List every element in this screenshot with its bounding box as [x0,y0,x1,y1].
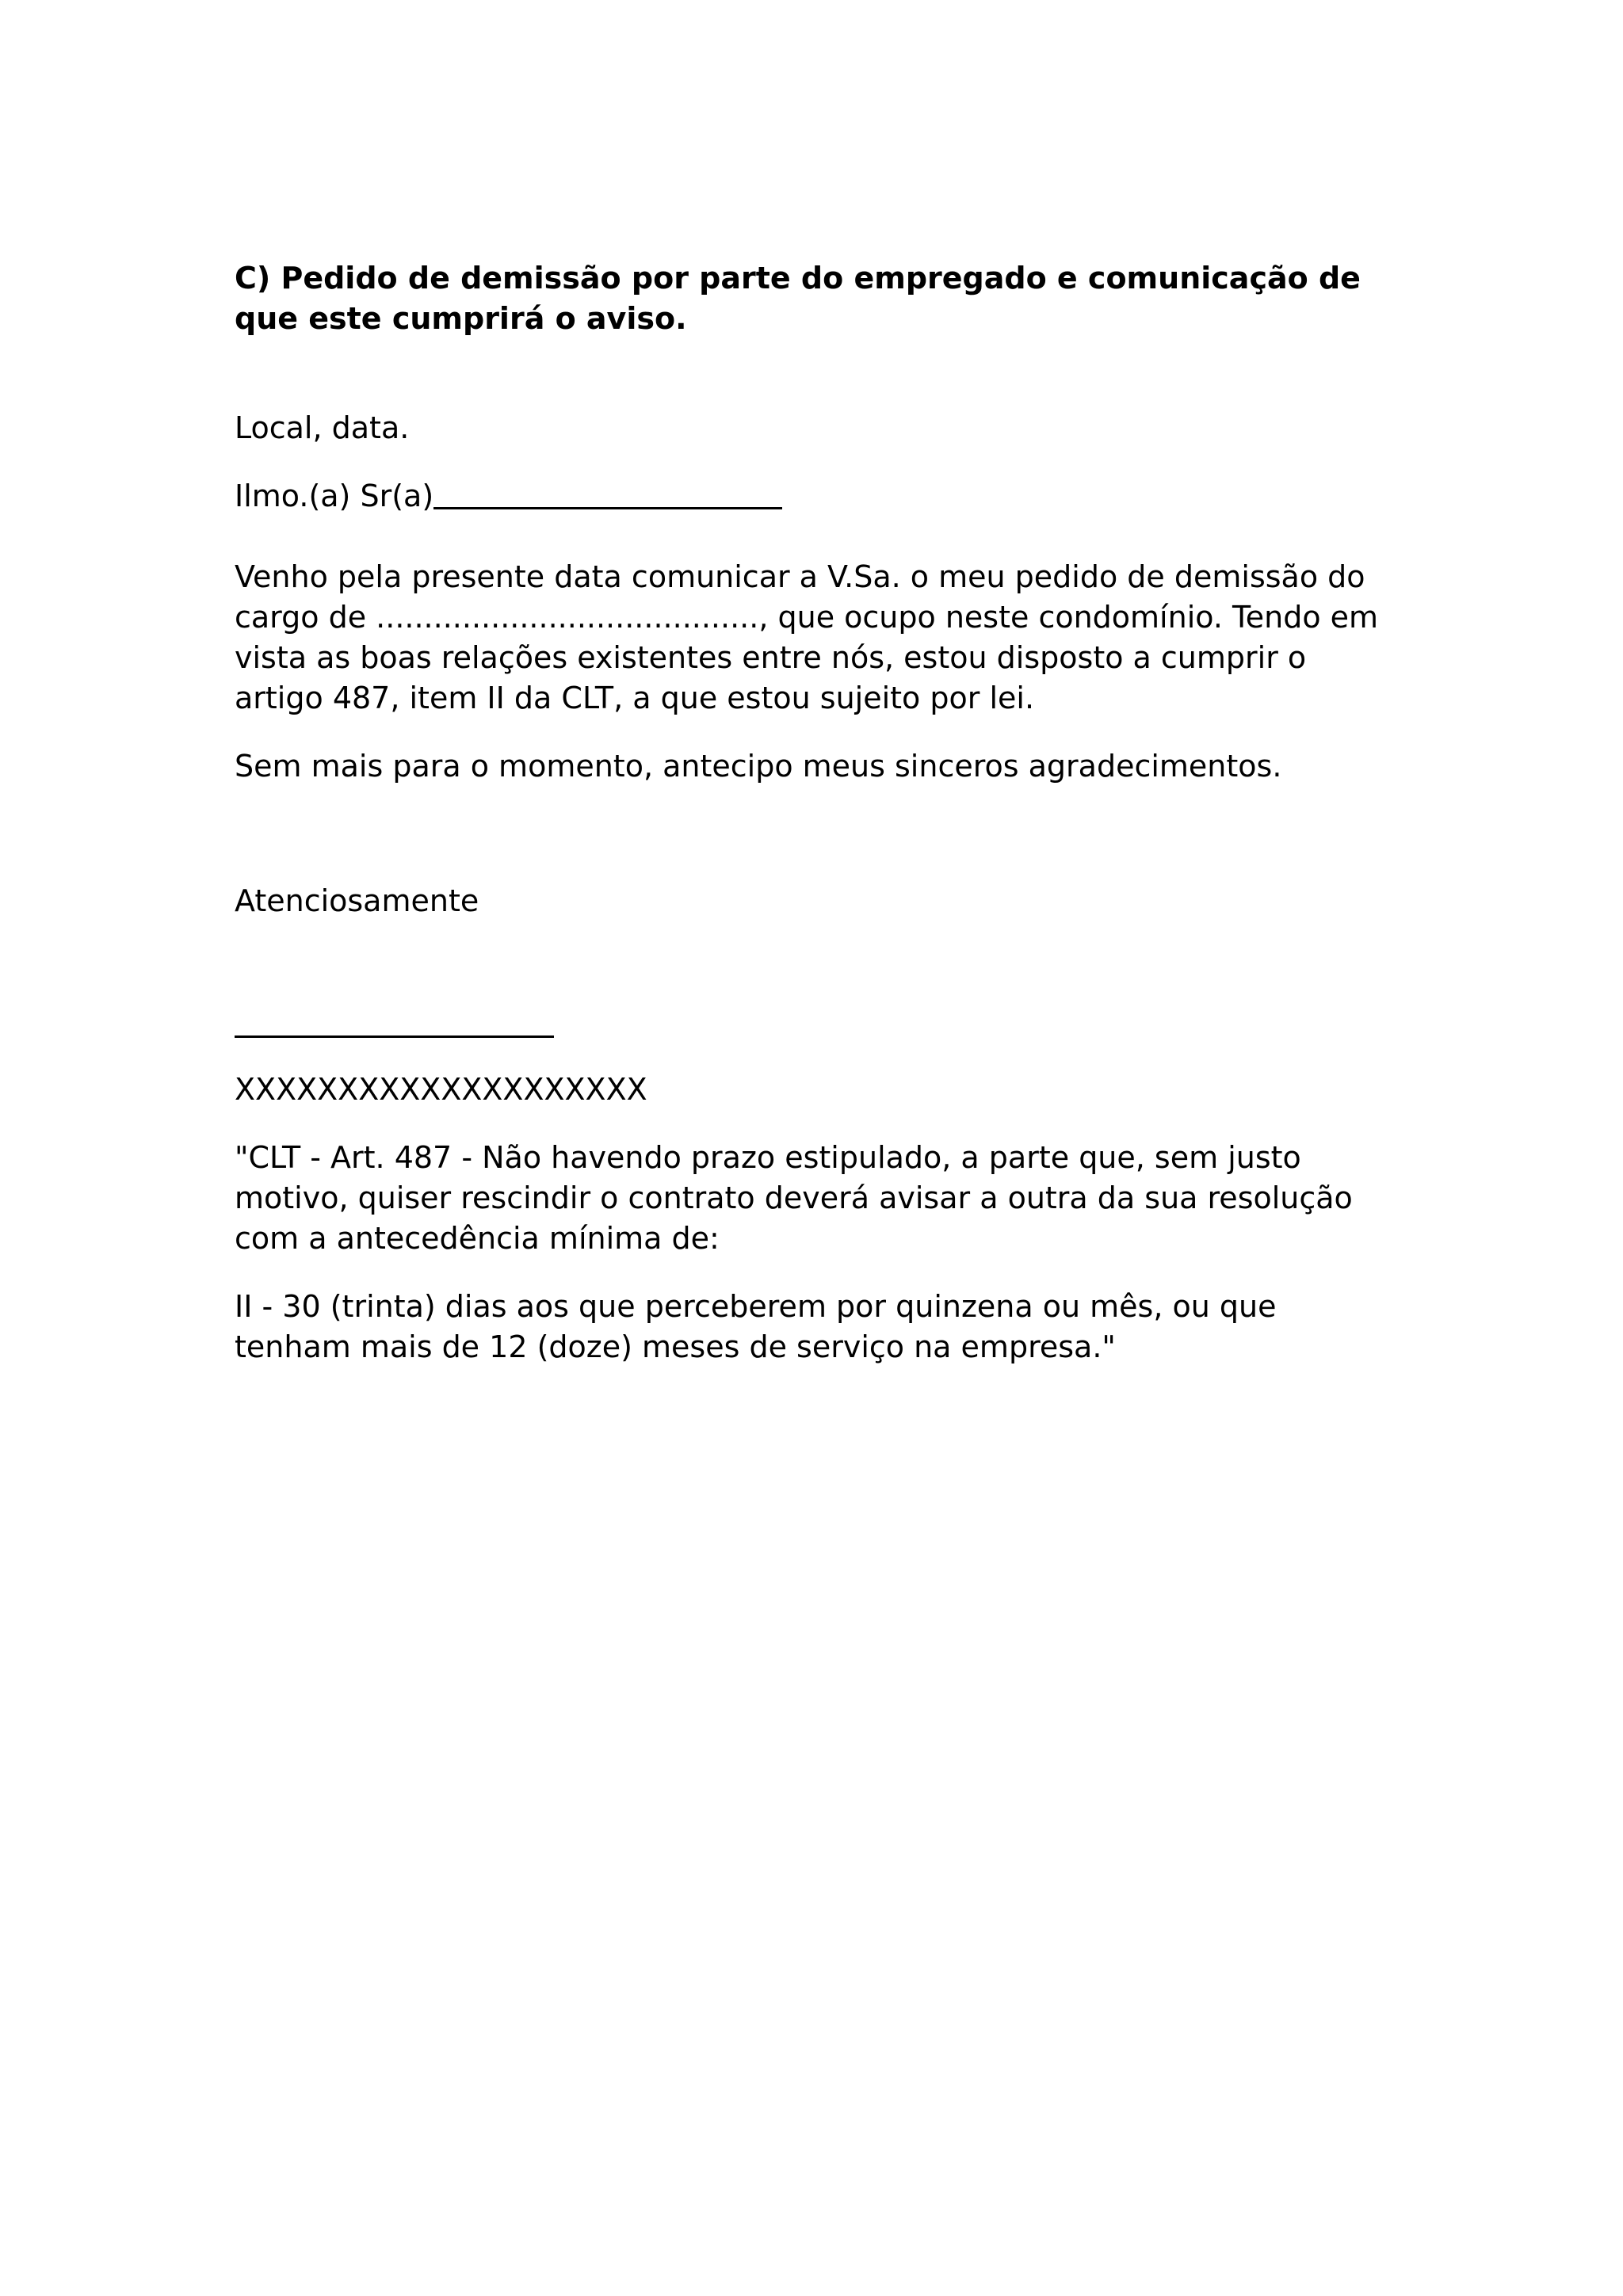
document-title: C) Pedido de demissão por parte do empregado e comunicação de que este cumprirá o aviso. [235,261,1361,336]
signature-blank-line [235,1035,554,1038]
closing-paragraph: Sem mais para o momento, antecipo meus sinceros agradecimentos. [235,749,1282,784]
legal-quote-paragraph-2: II - 30 (trinta) dias aos que perceberem por quinzena ou mês, ou que tenham mais de 12 (doze) meses de serviço na empresa." [235,1289,1277,1364]
salutation-text: Ilmo.(a) Sr(a) [235,479,434,513]
signature-name: XXXXXXXXXXXXXXXXXXXX [235,1072,647,1107]
sign-off: Atenciosamente [235,883,479,918]
salutation-line-row [235,476,1400,517]
body-paragraph: Venho pela presente data comunicar a V.Sa. o meu pedido de demissão do cargo de ........................................, que ocupo neste condomínio. Tendo em vista as boas relações existentes entre nós, estou disposto a cumprir o artigo 487, item II da CLT, a que estou sujeito por lei. [235,559,1379,715]
legal-quote-paragraph-1: "CLT - Art. 487 - Não havendo prazo estipulado, a parte que, sem justo motivo, quiser rescindir o contrato deverá avisar a outra da sua resolução com a antecedência mínima de: [235,1140,1353,1256]
recipient-blank-line [433,506,782,509]
place-date: Local, data. [235,410,410,445]
document-content [235,258,1400,1367]
